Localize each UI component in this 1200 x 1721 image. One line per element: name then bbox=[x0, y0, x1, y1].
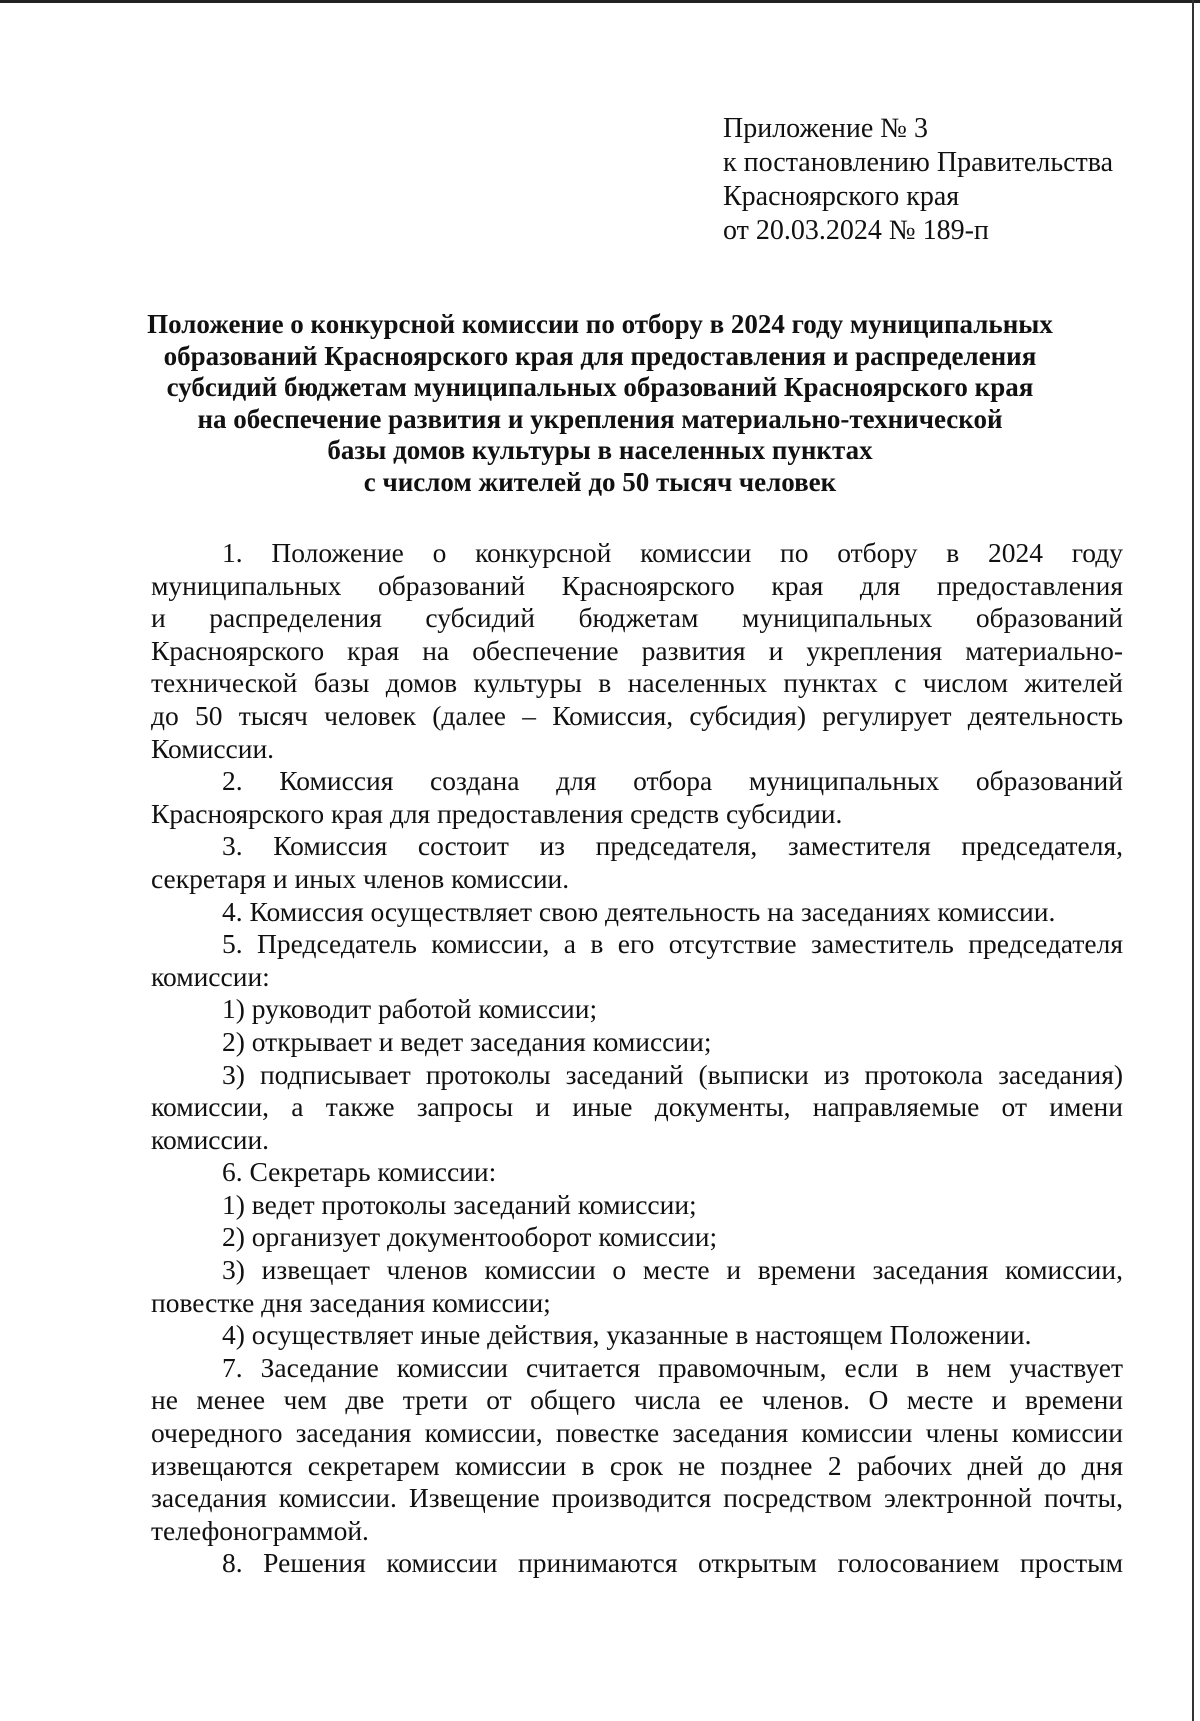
paragraph-4-line: 4. Комиссия осуществляет свою деятельность на заседаниях комиссии. bbox=[222, 895, 1056, 927]
scan-border-top bbox=[0, 0, 1200, 3]
paragraph-1-line: и распределения субсидий бюджетам муниципальных образований bbox=[151, 602, 1123, 634]
paragraph-2-line: Красноярского края для предоставления средств субсидии. bbox=[151, 797, 843, 829]
paragraph-3-line: секретаря и иных членов комиссии. bbox=[151, 862, 570, 894]
paragraph-6-item: повестке дня заседания комиссии; bbox=[151, 1286, 551, 1318]
paragraph-1-line: Комиссии. bbox=[151, 732, 275, 764]
paragraph-5-item: 2) открывает и ведет заседания комиссии; bbox=[222, 1025, 712, 1057]
paragraph-5-item: комиссии. bbox=[151, 1123, 270, 1155]
title-line: с числом жителей до 50 тысяч человек bbox=[363, 466, 837, 497]
title-line: Положение о конкурсной комиссии по отбору в 2024 году муниципальных bbox=[147, 309, 1053, 339]
title-line: базы домов культуры в населенных пунктах bbox=[327, 435, 873, 465]
paragraph-5-item: 3) подписывает протоколы заседаний (выписки из протокола заседания) bbox=[222, 1058, 1123, 1090]
paragraph-8-line: 8. Решения комиссии принимаются открытым голосованием простым bbox=[222, 1547, 1123, 1579]
appendix-number: Приложение № 3 bbox=[723, 113, 928, 144]
paragraph-6-item: 4) осуществляет иные действия, указанные в настоящем Положении. bbox=[222, 1319, 1032, 1351]
appendix-reference: к постановлению Правительства bbox=[723, 147, 1114, 178]
paragraph-5-line: 5. Председатель комиссии, а в его отсутствие заместитель председателя bbox=[222, 928, 1123, 960]
title-line: субсидий бюджетам муниципальных образований Красноярского края bbox=[166, 372, 1034, 402]
paragraph-6-item: 3) извещает членов комиссии о месте и времени заседания комиссии, bbox=[222, 1254, 1123, 1286]
paragraph-7-line: не менее чем две трети от общего числа ее членов. О месте и времени bbox=[151, 1384, 1123, 1416]
paragraph-6-line: 6. Секретарь комиссии: bbox=[222, 1156, 497, 1188]
paragraph-7-line: 7. Заседание комиссии считается правомочным, если в нем участвует bbox=[222, 1351, 1123, 1383]
title-line: образований Красноярского края для предоставления и распределения bbox=[163, 340, 1037, 371]
paragraph-7-line: телефонограммой. bbox=[151, 1514, 369, 1546]
document-title bbox=[120, 309, 1080, 498]
paragraph-7-line: очередного заседания комиссии, повестке заседания комиссии члены комиссии bbox=[151, 1417, 1123, 1449]
paragraph-1-line: технической базы домов культуры в населенных пунктах с числом жителей bbox=[151, 667, 1123, 699]
paragraph-3-line: 3. Комиссия состоит из председателя, заместителя председателя, bbox=[222, 830, 1123, 862]
paragraph-7-line: извещаются секретарем комиссии в срок не позднее 2 рабочих дней до дня bbox=[151, 1449, 1123, 1481]
paragraph-1-line: муниципальных образований Красноярского края для предоставления bbox=[151, 569, 1123, 601]
paragraph-1-line: 1. Положение о конкурсной комиссии по отбору в 2024 году bbox=[222, 537, 1123, 568]
paragraph-5-item: комиссии, а также запросы и иные документы, направляемые от имени bbox=[151, 1091, 1123, 1123]
title-line: на обеспечение развития и укрепления материально-технической bbox=[197, 403, 1003, 434]
appendix-header bbox=[723, 112, 1163, 248]
appendix-region: Красноярского края bbox=[723, 181, 960, 212]
paragraph-6-item: 1) ведет протоколы заседаний комиссии; bbox=[222, 1188, 697, 1220]
appendix-date-number: от 20.03.2024 № 189-п bbox=[723, 215, 989, 246]
scan-border-right bbox=[1192, 0, 1194, 1721]
paragraph-5-item: 1) руководит работой комиссии; bbox=[222, 993, 598, 1025]
paragraph-1-line: Красноярского края на обеспечение развития и укрепления материально- bbox=[151, 634, 1123, 666]
paragraph-7-line: заседания комиссии. Извещение производится посредством электронной почты, bbox=[151, 1482, 1123, 1514]
paragraph-2-line: 2. Комиссия создана для отбора муниципальных образований bbox=[222, 765, 1123, 797]
paragraph-1-line: до 50 тысяч человек (далее – Комиссия, субсидия) регулирует деятельность bbox=[151, 699, 1123, 731]
paragraph-5-line: комиссии: bbox=[151, 960, 270, 992]
document-body bbox=[151, 537, 1123, 1580]
paragraph-6-item: 2) организует документооборот комиссии; bbox=[222, 1221, 718, 1253]
